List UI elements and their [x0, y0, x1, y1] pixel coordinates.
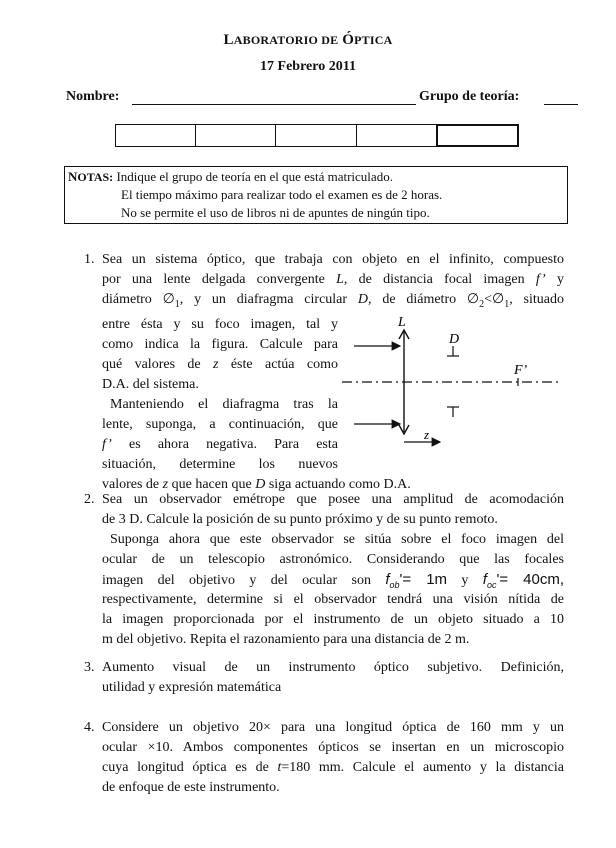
question-1: 1. Sea un sistema óptico, que trabaja con objeto en el infinito, compuesto por una lente delgada convergente L, de distancia focal imagen f’ y diámetro $\emptyset_1$, y un diafragma circular D, de diámetro $\emptyset_2<\emptyset_1$, situado entre ésta y su foco imagen, tal y como indica la figura. Calcule para qué valores de z éste actúa como D.A. del sistema. Manteniendo el diafragma tras la lente, suponga, a continuación, que f’ es ahora negativa. Para esta situación, determine los nuevos valores de z que hacen que D siga actuando como D.A. — [84, 252, 564, 492]
grupo-box[interactable] — [195, 124, 275, 147]
note-line: No se permite el uso de libros ni de apuntes de ningún tipo. — [121, 205, 430, 220]
focus-label: F’ — [514, 363, 528, 378]
exam-date: 17 Febrero 2011 — [260, 59, 356, 74]
grupo-label: Grupo de teoría: — [419, 89, 520, 104]
nombre-label: Nombre: — [66, 89, 120, 104]
grupo-boxes — [115, 124, 519, 147]
question-3: 3. Aumento visual de un instrumento óptico subjetivo. Definición, utilidad y expresión matemática — [84, 660, 564, 695]
grupo-box-selected[interactable] — [436, 124, 519, 147]
diaphragm-label: D — [449, 332, 460, 347]
z-label: z — [424, 427, 430, 442]
exam-title: LABORATORIO DE ÓPTICA — [223, 32, 393, 48]
question-number: 4. — [84, 720, 95, 735]
f-ob-formula: $f_{ob}'= 1m$ — [385, 571, 448, 590]
f-oc-formula: $f_{oc}'= 40cm$, — [482, 571, 564, 590]
grupo-field[interactable] — [544, 104, 578, 105]
grupo-box[interactable] — [115, 124, 195, 147]
nombre-field[interactable] — [132, 104, 416, 105]
grupo-box[interactable] — [356, 124, 436, 147]
note-line: Indique el grupo de teoría en el que está matriculado. — [116, 169, 393, 184]
question-number: 2. — [84, 492, 95, 507]
question-number: 3. — [84, 660, 95, 675]
notes-label: NOTAS: — [68, 169, 114, 184]
note-line: El tiempo máximo para realizar todo el examen es de 2 horas. — [121, 187, 443, 202]
optical-figure — [320, 310, 570, 450]
question-4: 4. Considere un objetivo 20× para una longitud óptica de 160 mm y un ocular ×10. Ambos componentes ópticos se insertan en un microscopio cuya longitud óptica es de t=180 mm. Calcule el aumento y la distancia de enfoque de este instrumento. — [84, 720, 564, 795]
grupo-box[interactable] — [275, 124, 355, 147]
question-2: 2. Sea un observador emétrope que posee una amplitud de acomodación de 3 D. Calcule la posición de su punto próximo y de su punto remoto. Suponga ahora que este observador se sitúa sobre el foco imagen del ocular de un telescopio astronómico. Considerando que las focales imagen del objetivo y del ocular son $f_{ob}'= 1m$ y $f_{oc}'= 40cm$, respectivamente, determine si el observador tendrá una visión nítida de la imagen proporcionada por el instrumento de un objeto situado a 10 m del objetivo. Repita el razonamiento para una distancia de 2 m. — [84, 492, 564, 647]
question-number: 1. — [84, 252, 95, 267]
name-group-row — [66, 89, 578, 109]
notes-box — [64, 166, 568, 224]
lens-label: L — [398, 315, 406, 330]
